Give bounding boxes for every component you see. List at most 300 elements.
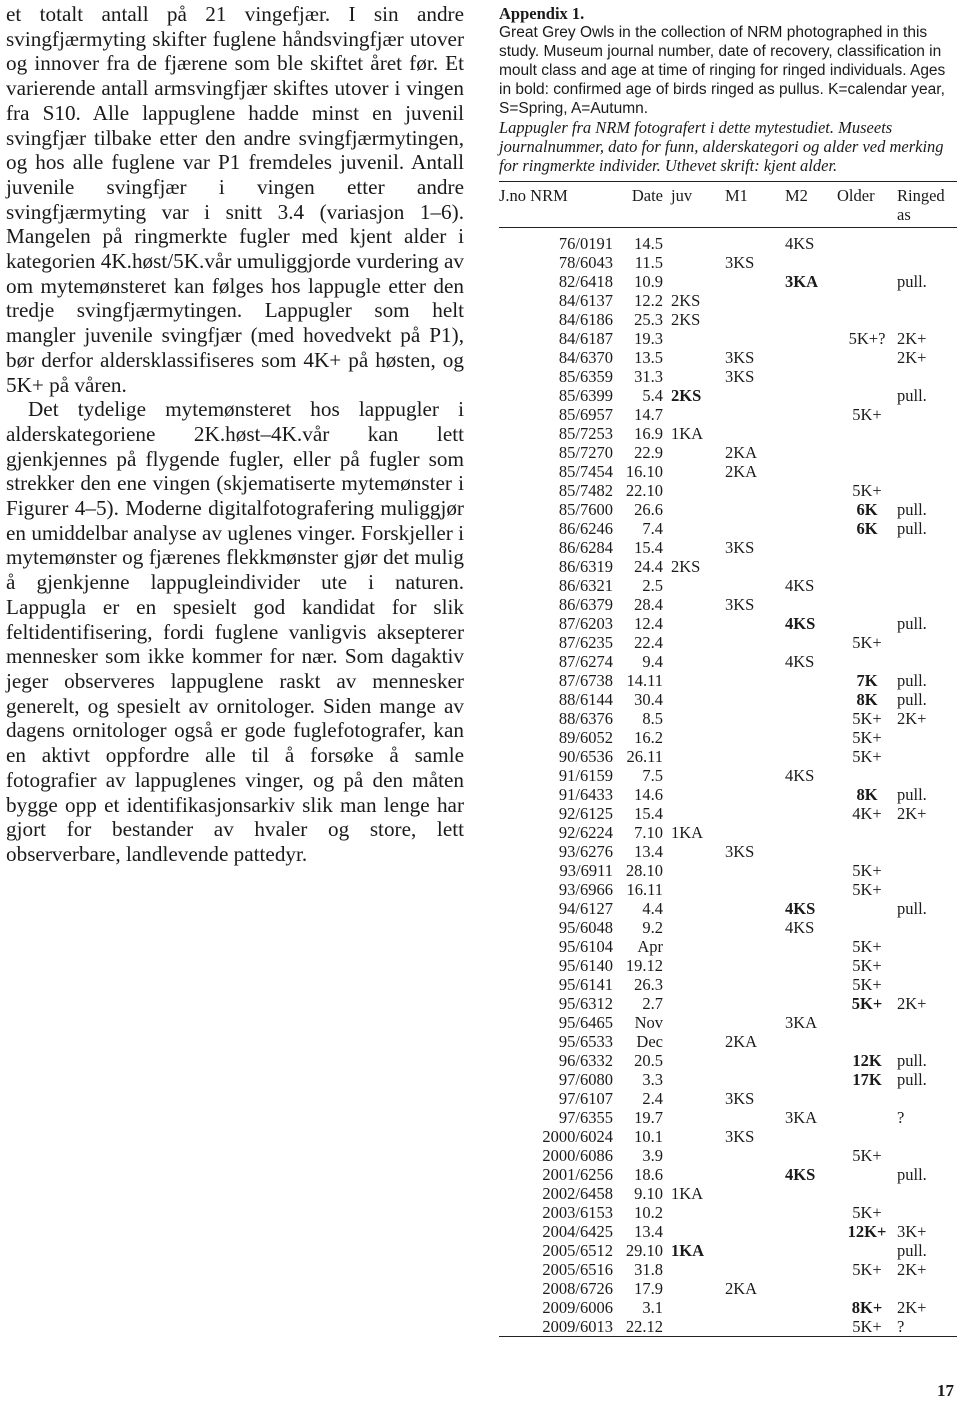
cell-journal-number: 2005/6516 xyxy=(542,1260,613,1279)
cell-moult-1 xyxy=(725,1222,785,1241)
cell-moult-2 xyxy=(785,823,837,842)
cell-moult-1: 2KA xyxy=(725,462,758,481)
cell-ringed-as: 3K+ xyxy=(897,1222,927,1241)
cell-date: 28.4 xyxy=(634,595,663,614)
cell-moult-1 xyxy=(725,1165,785,1184)
cell-journal-number: 93/6276 xyxy=(558,842,613,861)
cell-journal-number: 86/6379 xyxy=(558,595,613,614)
table-row xyxy=(499,1279,957,1298)
table-row xyxy=(499,880,957,899)
table-body xyxy=(499,228,957,1337)
cell-juvenile xyxy=(663,348,725,367)
cell-date: 15.4 xyxy=(634,804,663,823)
cell-older: 5K+ xyxy=(852,481,882,500)
cell-date: 20.5 xyxy=(634,1051,663,1070)
cell-older xyxy=(837,766,897,785)
table-row xyxy=(499,1013,957,1032)
cell-journal-number: 84/6370 xyxy=(558,348,613,367)
cell-moult-2 xyxy=(785,747,837,766)
cell-date: 19.7 xyxy=(634,1108,663,1127)
cell-ringed-as xyxy=(897,310,957,329)
cell-journal-number: 85/7454 xyxy=(558,462,613,481)
cell-older xyxy=(837,823,897,842)
cell-moult-1 xyxy=(725,671,785,690)
cell-journal-number: 94/6127 xyxy=(558,899,613,918)
cell-journal-number: 2000/6086 xyxy=(542,1146,613,1165)
cell-moult-2 xyxy=(785,557,837,576)
cell-moult-2: 4KS xyxy=(785,234,815,253)
cell-older xyxy=(837,652,897,671)
cell-date: 9.4 xyxy=(642,652,663,671)
table-row xyxy=(499,614,957,633)
header-moult-1: M1 xyxy=(725,186,748,205)
cell-moult-2 xyxy=(785,709,837,728)
cell-older: 5K+ xyxy=(852,1260,882,1279)
cell-journal-number: 87/6738 xyxy=(558,671,613,690)
cell-journal-number: 84/6186 xyxy=(558,310,613,329)
appendix-table xyxy=(499,181,957,1337)
table-row xyxy=(499,272,957,291)
cell-journal-number: 2001/6256 xyxy=(542,1165,613,1184)
cell-date: 26.6 xyxy=(634,500,663,519)
table-row xyxy=(499,1108,957,1127)
cell-juvenile xyxy=(663,1260,725,1279)
cell-date: 19.12 xyxy=(625,956,663,975)
cell-moult-1 xyxy=(725,899,785,918)
cell-moult-1 xyxy=(725,1051,785,1070)
cell-moult-2 xyxy=(785,291,837,310)
cell-older: 5K+? xyxy=(848,329,886,348)
cell-date: 28.10 xyxy=(625,861,663,880)
table-row xyxy=(499,310,957,329)
cell-journal-number: 88/6376 xyxy=(558,709,613,728)
cell-moult-2 xyxy=(785,405,837,424)
cell-older xyxy=(837,1127,897,1146)
cell-moult-1 xyxy=(725,975,785,994)
table-row xyxy=(499,595,957,614)
cell-older: 4K+ xyxy=(852,804,882,823)
cell-moult-2 xyxy=(785,861,837,880)
cell-ringed-as xyxy=(897,937,957,956)
cell-date: 24.4 xyxy=(634,557,663,576)
cell-moult-2: 4KS xyxy=(785,899,816,918)
cell-date: 9.2 xyxy=(642,918,663,937)
cell-moult-1 xyxy=(725,1317,785,1337)
cell-older: 5K+ xyxy=(852,1317,882,1336)
cell-juvenile: 1KA xyxy=(671,823,704,842)
cell-older xyxy=(837,899,897,918)
cell-journal-number: 86/6246 xyxy=(558,519,613,538)
table-row xyxy=(499,1298,957,1317)
cell-ringed-as xyxy=(897,367,957,386)
cell-moult-2 xyxy=(785,500,837,519)
cell-ringed-as: pull. xyxy=(897,386,927,405)
cell-date: 22.9 xyxy=(634,443,663,462)
cell-juvenile xyxy=(663,405,725,424)
table-row xyxy=(499,481,957,500)
appendix-title: Appendix 1. xyxy=(499,4,585,23)
cell-moult-2 xyxy=(785,728,837,747)
cell-juvenile: 2KS xyxy=(671,386,702,405)
table-row xyxy=(499,538,957,557)
cell-moult-2 xyxy=(785,1260,837,1279)
cell-juvenile xyxy=(663,994,725,1013)
cell-moult-1: 3KS xyxy=(725,1089,755,1108)
cell-older xyxy=(837,538,897,557)
cell-juvenile xyxy=(663,272,725,291)
cell-ringed-as: 2K+ xyxy=(897,804,927,823)
cell-journal-number: 87/6235 xyxy=(558,633,613,652)
cell-moult-2 xyxy=(785,804,837,823)
cell-moult-2 xyxy=(785,519,837,538)
cell-moult-1 xyxy=(725,766,785,785)
cell-ringed-as: 2K+ xyxy=(897,709,927,728)
cell-ringed-as xyxy=(897,1184,957,1203)
cell-journal-number: 92/6224 xyxy=(558,823,613,842)
cell-ringed-as: pull. xyxy=(897,1070,927,1089)
cell-ringed-as xyxy=(897,880,957,899)
table-row xyxy=(499,823,957,842)
table-row xyxy=(499,861,957,880)
cell-moult-1 xyxy=(725,500,785,519)
cell-juvenile xyxy=(663,671,725,690)
cell-ringed-as: pull. xyxy=(897,690,927,709)
cell-juvenile xyxy=(663,329,725,348)
cell-date: 31.8 xyxy=(634,1260,663,1279)
cell-moult-1: 3KS xyxy=(725,842,755,861)
cell-journal-number: 76/0191 xyxy=(558,234,613,253)
cell-moult-1 xyxy=(725,994,785,1013)
cell-older xyxy=(837,595,897,614)
cell-moult-1 xyxy=(725,1260,785,1279)
cell-juvenile xyxy=(663,228,725,254)
cell-moult-1 xyxy=(725,424,785,443)
cell-juvenile xyxy=(663,538,725,557)
cell-ringed-as: 2K+ xyxy=(897,994,927,1013)
cell-ringed-as: 2K+ xyxy=(897,1298,927,1317)
cell-journal-number: 84/6137 xyxy=(558,291,613,310)
cell-moult-1 xyxy=(725,481,785,500)
cell-ringed-as xyxy=(897,1279,957,1298)
cell-ringed-as xyxy=(897,918,957,937)
cell-date: 17.9 xyxy=(634,1279,663,1298)
cell-older: 5K+ xyxy=(852,937,882,956)
cell-ringed-as: ? xyxy=(897,1317,905,1336)
cell-juvenile xyxy=(663,595,725,614)
cell-journal-number: 86/6321 xyxy=(558,576,613,595)
cell-juvenile xyxy=(663,766,725,785)
cell-date: 10.9 xyxy=(634,272,663,291)
cell-moult-1 xyxy=(725,329,785,348)
cell-older: 5K+ xyxy=(852,861,882,880)
cell-moult-1: 3KS xyxy=(725,348,755,367)
cell-journal-number: 87/6274 xyxy=(558,652,613,671)
table-row xyxy=(499,690,957,709)
appendix-column xyxy=(499,4,957,1337)
cell-juvenile xyxy=(663,462,725,481)
cell-date: 2.7 xyxy=(642,994,663,1013)
cell-moult-2: 4KS xyxy=(785,614,816,633)
cell-ringed-as xyxy=(897,975,957,994)
cell-older: 5K+ xyxy=(852,728,882,747)
cell-date: 13.4 xyxy=(634,842,663,861)
cell-moult-2 xyxy=(785,443,837,462)
table-row xyxy=(499,1070,957,1089)
cell-ringed-as: 2K+ xyxy=(897,329,927,348)
cell-moult-1 xyxy=(725,557,785,576)
cell-date: 3.9 xyxy=(642,1146,663,1165)
cell-older xyxy=(837,1108,897,1127)
cell-journal-number: 2005/6512 xyxy=(542,1241,613,1260)
cell-juvenile: 1KA xyxy=(671,424,704,443)
cell-moult-1: 3KS xyxy=(725,253,755,272)
cell-journal-number: 91/6433 xyxy=(558,785,613,804)
cell-moult-1 xyxy=(725,690,785,709)
cell-juvenile: 2KS xyxy=(671,310,701,329)
cell-older: 5K+ xyxy=(852,880,882,899)
cell-date: 14.11 xyxy=(626,671,663,690)
cell-moult-1: 3KS xyxy=(725,367,755,386)
cell-juvenile xyxy=(663,1146,725,1165)
header-date: Date xyxy=(631,186,663,205)
cell-moult-2 xyxy=(785,1184,837,1203)
cell-date: 14.6 xyxy=(634,785,663,804)
cell-juvenile xyxy=(663,652,725,671)
cell-juvenile xyxy=(663,842,725,861)
cell-ringed-as xyxy=(897,1089,957,1108)
cell-moult-2 xyxy=(785,1070,837,1089)
cell-older xyxy=(837,842,897,861)
table-row xyxy=(499,386,957,405)
cell-journal-number: 87/6203 xyxy=(558,614,613,633)
table-row xyxy=(499,785,957,804)
table-row xyxy=(499,766,957,785)
table-row xyxy=(499,709,957,728)
cell-moult-2 xyxy=(785,386,837,405)
cell-moult-2 xyxy=(785,1051,837,1070)
cell-date: 3.1 xyxy=(642,1298,663,1317)
cell-ringed-as xyxy=(897,557,957,576)
cell-older xyxy=(837,367,897,386)
cell-ringed-as: 2K+ xyxy=(897,1260,927,1279)
cell-journal-number: 91/6159 xyxy=(558,766,613,785)
table-row xyxy=(499,633,957,652)
cell-juvenile xyxy=(663,1089,725,1108)
cell-journal-number: 84/6187 xyxy=(558,329,613,348)
cell-older: 17K xyxy=(852,1070,882,1089)
cell-older xyxy=(837,462,897,481)
cell-moult-2: 4KS xyxy=(785,918,815,937)
cell-moult-2 xyxy=(785,785,837,804)
cell-older: 5K+ xyxy=(852,1146,882,1165)
cell-older xyxy=(837,1184,897,1203)
cell-juvenile: 1KA xyxy=(671,1184,704,1203)
cell-moult-2: 3KA xyxy=(785,1108,818,1127)
cell-juvenile xyxy=(663,1222,725,1241)
cell-ringed-as xyxy=(897,443,957,462)
cell-ringed-as xyxy=(897,228,957,254)
cell-date: 13.5 xyxy=(634,348,663,367)
cell-juvenile xyxy=(663,804,725,823)
table-row xyxy=(499,1184,957,1203)
cell-date: 16.2 xyxy=(634,728,663,747)
table-header-row xyxy=(499,182,957,228)
cell-journal-number: 2009/6013 xyxy=(542,1317,613,1336)
cell-moult-1 xyxy=(725,728,785,747)
cell-older xyxy=(837,576,897,595)
cell-date: Apr xyxy=(637,937,663,956)
cell-ringed-as: pull. xyxy=(897,614,927,633)
cell-moult-1: 2KA xyxy=(725,1279,758,1298)
cell-moult-2 xyxy=(785,1279,837,1298)
cell-journal-number: 2008/6726 xyxy=(542,1279,613,1298)
cell-moult-1 xyxy=(725,310,785,329)
cell-ringed-as: pull. xyxy=(897,1241,927,1260)
cell-moult-2: 4KS xyxy=(785,766,815,785)
cell-moult-2 xyxy=(785,994,837,1013)
cell-journal-number: 2000/6024 xyxy=(542,1127,613,1146)
cell-journal-number: 95/6465 xyxy=(558,1013,613,1032)
cell-moult-2 xyxy=(785,1089,837,1108)
cell-journal-number: 85/7482 xyxy=(558,481,613,500)
cell-juvenile xyxy=(663,747,725,766)
table-row xyxy=(499,1260,957,1279)
table-row xyxy=(499,576,957,595)
cell-date: 16.10 xyxy=(625,462,663,481)
cell-journal-number: 85/7600 xyxy=(558,500,613,519)
cell-journal-number: 95/6533 xyxy=(558,1032,613,1051)
cell-ringed-as xyxy=(897,538,957,557)
cell-moult-2 xyxy=(785,671,837,690)
cell-juvenile xyxy=(663,1317,725,1337)
cell-ringed-as: pull. xyxy=(897,785,927,804)
cell-ringed-as xyxy=(897,766,957,785)
cell-older xyxy=(837,291,897,310)
cell-date: 14.5 xyxy=(634,234,663,253)
table-row xyxy=(499,937,957,956)
cell-ringed-as xyxy=(897,652,957,671)
cell-date: Nov xyxy=(634,1013,663,1032)
cell-older: 8K xyxy=(856,690,878,709)
cell-older xyxy=(837,1032,897,1051)
cell-older xyxy=(837,310,897,329)
cell-older xyxy=(837,228,897,254)
cell-moult-2 xyxy=(785,348,837,367)
cell-older xyxy=(837,1165,897,1184)
cell-moult-1: 2KA xyxy=(725,443,758,462)
cell-older: 7K xyxy=(856,671,878,690)
cell-moult-1 xyxy=(725,519,785,538)
cell-older xyxy=(837,348,897,367)
table-row xyxy=(499,519,957,538)
cell-juvenile xyxy=(663,500,725,519)
body-text-column xyxy=(6,2,464,867)
cell-journal-number: 95/6048 xyxy=(558,918,613,937)
cell-juvenile xyxy=(663,1203,725,1222)
cell-journal-number: 97/6080 xyxy=(558,1070,613,1089)
cell-older: 12K xyxy=(852,1051,882,1070)
cell-date: 7.5 xyxy=(642,766,663,785)
cell-date: 7.4 xyxy=(642,519,663,538)
cell-date: 16.9 xyxy=(634,424,663,443)
cell-date: 12.4 xyxy=(634,614,663,633)
cell-moult-1 xyxy=(725,1146,785,1165)
table-row xyxy=(499,1032,957,1051)
cell-moult-2 xyxy=(785,329,837,348)
cell-moult-1 xyxy=(725,228,785,254)
cell-moult-1 xyxy=(725,880,785,899)
cell-ringed-as xyxy=(897,424,957,443)
cell-juvenile: 2KS xyxy=(671,291,701,310)
cell-ringed-as xyxy=(897,823,957,842)
cell-moult-1 xyxy=(725,804,785,823)
table-row xyxy=(499,747,957,766)
cell-date: 31.3 xyxy=(634,367,663,386)
table-row xyxy=(499,367,957,386)
cell-juvenile xyxy=(663,443,725,462)
cell-journal-number: 95/6141 xyxy=(558,975,613,994)
cell-juvenile xyxy=(663,899,725,918)
table-row xyxy=(499,405,957,424)
table-row xyxy=(499,1051,957,1070)
cell-journal-number: 86/6319 xyxy=(558,557,613,576)
cell-moult-2: 4KS xyxy=(785,1165,816,1184)
table-row xyxy=(499,918,957,937)
cell-juvenile xyxy=(663,1279,725,1298)
cell-moult-2 xyxy=(785,253,837,272)
table-row xyxy=(499,994,957,1013)
cell-journal-number: 90/6536 xyxy=(558,747,613,766)
table-row xyxy=(499,652,957,671)
cell-juvenile xyxy=(663,1108,725,1127)
cell-journal-number: 78/6043 xyxy=(558,253,613,272)
body-paragraph: et totalt antall på 21 vingefjær. I sin andre svingfjærmyting skifter fuglene håndsvingfjær utover og innover fra de fjærene som ble skiftet året før. Et varierende antall armsvingfjær skiftes utover i vingen fra S10. Alle lappuglene hadde minst en juvenil svingfjær tilbake etter den andre svingfjærmytingen, og hos alle fuglene var P1 fremdeles juvenil. Antall juvenile svingfjær i vingen etter andre svingfjærmyting var i snitt 3.4 (variasjon 1–6). Mangelen på ringmerkte fugler med kjent alder i kategorien 4K.høst/5K.vår umuliggjorde vurdering av om mytemønsteret kan følges hos lappugle etter den tredje svingfjærmytingen. Lappugler som helt mangler juvenile svingfjær (med hovedvekt på P1), bør derfor aldersklassifiseres som 4K+ på høsten, og 5K+ på våren. xyxy=(6,2,464,397)
cell-date: 10.1 xyxy=(634,1127,663,1146)
cell-moult-2 xyxy=(785,1222,837,1241)
cell-journal-number: 85/7270 xyxy=(558,443,613,462)
cell-moult-2 xyxy=(785,633,837,652)
cell-moult-1 xyxy=(725,1070,785,1089)
cell-journal-number: 2004/6425 xyxy=(542,1222,613,1241)
cell-ringed-as: pull. xyxy=(897,899,927,918)
cell-juvenile xyxy=(663,1070,725,1089)
cell-journal-number: 82/6418 xyxy=(558,272,613,291)
cell-juvenile xyxy=(663,690,725,709)
page-number: 17 xyxy=(937,1381,954,1400)
cell-journal-number: 85/7253 xyxy=(558,424,613,443)
cell-moult-1 xyxy=(725,614,785,633)
cell-moult-2 xyxy=(785,1241,837,1260)
cell-juvenile xyxy=(663,918,725,937)
cell-juvenile xyxy=(663,253,725,272)
cell-ringed-as: pull. xyxy=(897,272,927,291)
cell-moult-1 xyxy=(725,272,785,291)
cell-date: 12.2 xyxy=(634,291,663,310)
cell-older: 5K+ xyxy=(851,994,883,1013)
appendix-caption-norwegian: Lappugler fra NRM fotografert i dette mytestudiet. Museets journalnummer, dato for funn, alderskategori og alder ved merking for ringmerkte individer. Uthevet skrift: kjent alder. xyxy=(499,118,944,175)
cell-older: 5K+ xyxy=(852,747,882,766)
cell-journal-number: 97/6107 xyxy=(558,1089,613,1108)
cell-ringed-as xyxy=(897,633,957,652)
header-ringed-as: Ringed as xyxy=(897,186,945,224)
cell-ringed-as xyxy=(897,1127,957,1146)
cell-date: 9.10 xyxy=(634,1184,663,1203)
cell-ringed-as xyxy=(897,481,957,500)
table-row xyxy=(499,1241,957,1260)
cell-moult-1: 3KS xyxy=(725,595,755,614)
cell-ringed-as xyxy=(897,291,957,310)
table-row xyxy=(499,1317,957,1337)
